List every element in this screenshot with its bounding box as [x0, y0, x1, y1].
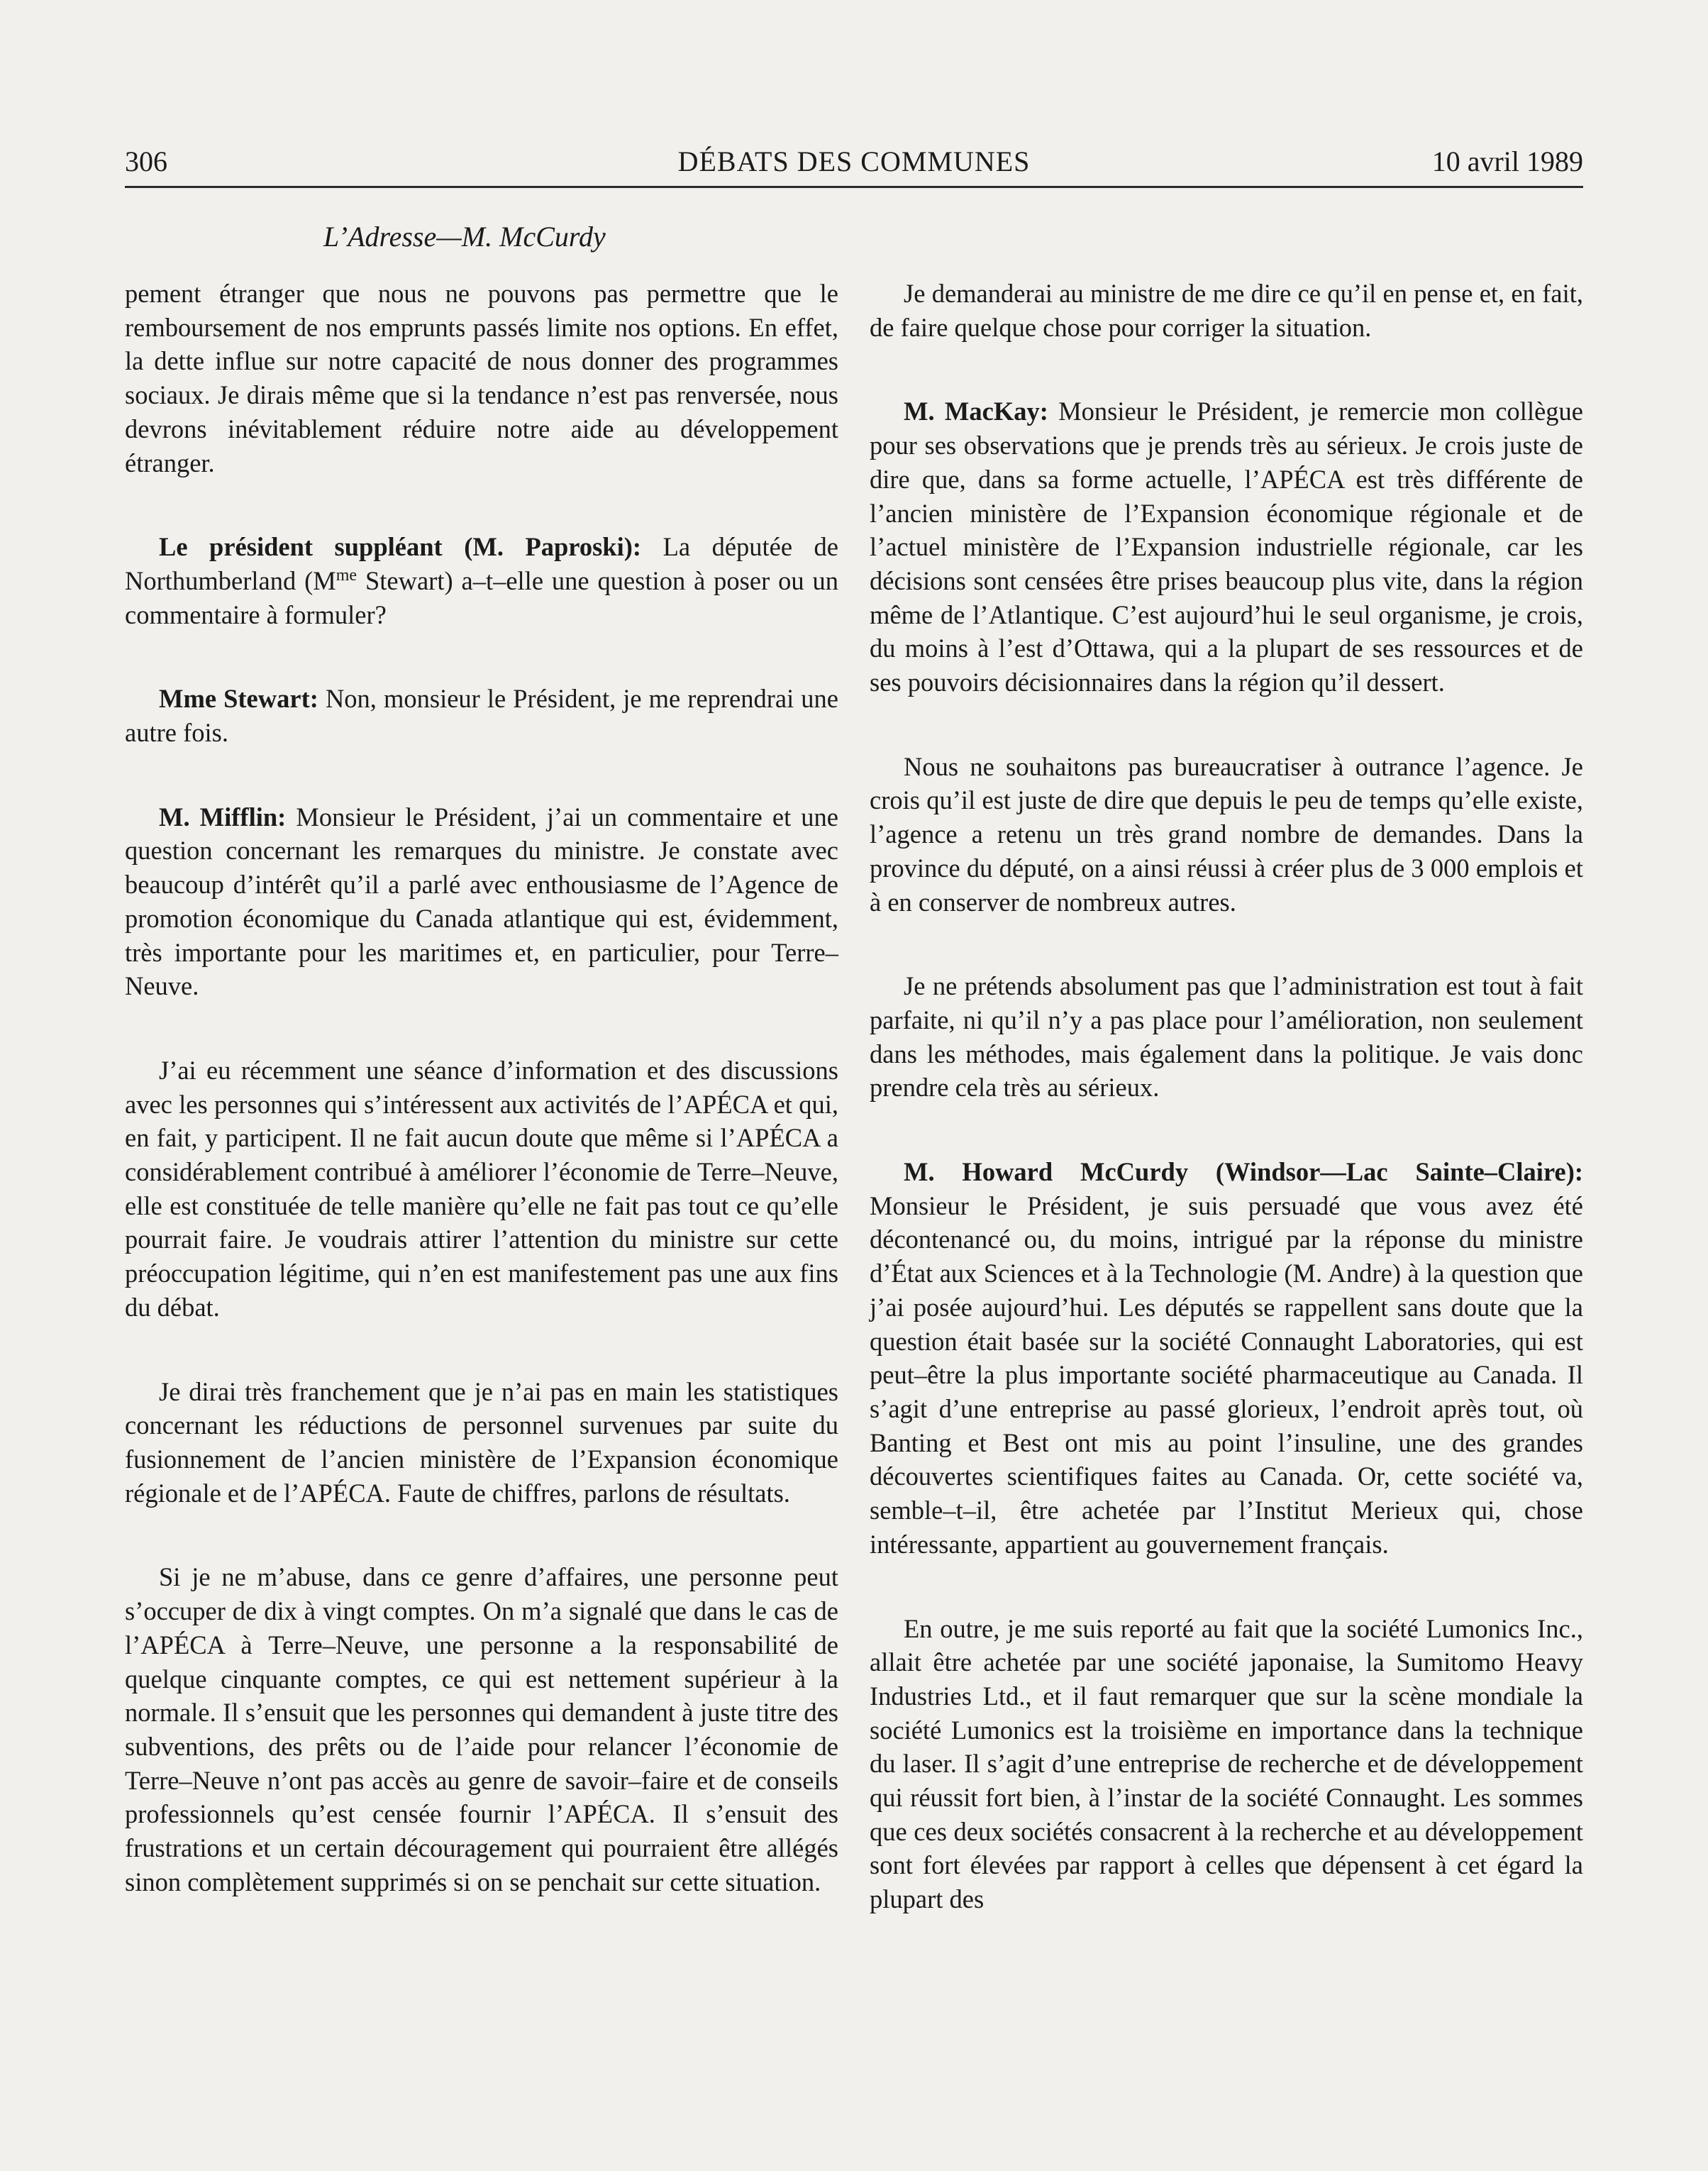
page-number: 306: [125, 145, 167, 177]
right-column: [870, 277, 1583, 1916]
paragraph: [125, 530, 838, 631]
section-subheader: L’Adresse—M. McCurdy: [323, 221, 606, 253]
publication-title: DÉBATS DES COMMUNES: [677, 145, 1031, 177]
paragraph: Je dirai très franchement que je n’ai pas en main les statistiques concernant les réductions de personnel survenues par suite du fusionnement de l’ancien ministère de l’Expansion économique régionale et de l’APÉCA. Faute de chiffres, parlons de résultats.: [125, 1376, 838, 1508]
speaker-name: Mme Stewart:: [159, 684, 318, 714]
speaker-name: M. Mifflin:: [159, 802, 287, 832]
paragraph: [125, 682, 838, 749]
speaker-name: Le président suppléant (M. Paproski):: [159, 532, 642, 562]
speech-text: Monsieur le Président, je remercie mon collègue pour ses observations que je prends très au sérieux. Je crois juste de dire que, dans sa forme actuelle, l’APÉCA est très différente de l’ancien ministère de l’Expansion économique régionale et de l’actuel ministère de l’Expansion industrielle régionale, car les décisions sont censées être prises beaucoup plus vite, dans la région même de l’Atlantique. C’est aujourd’hui le seul organisme, je crois, du moins à l’est d’Ottawa, qui a la plupart de ses ressources et de ses pouvoirs décisionnaires dans la région qu’il dessert.: [870, 397, 1583, 697]
paragraph: [870, 1155, 1583, 1561]
speaker-name: M. Howard McCurdy (Windsor—Lac Sainte–Claire):: [904, 1157, 1583, 1187]
speech-text: Monsieur le Président, je suis persuadé que vous avez été décontenancé ou, du moins, intrigué par la réponse du ministre d’État aux Sciences et à la Technologie (M. Andre) à la question que j’ai posée aujourd’hui. Les députés se rappellent sans doute que la question était basée sur la société Connaught Laboratories, qui est peut–être la plus importante société pharmaceutique au Canada. Il s’agit d’une entreprise au passé glorieux, l’endroit après tout, où Banting et Best ont mis au point l’insuline, une des grandes découvertes scientifiques faites au Canada. Or, cette société va, semble–t–il, être achetée par l’Institut Merieux qui, chose intéressante, appartient au gouvernement français.: [870, 1191, 1583, 1559]
paragraph: J’ai eu récemment une séance d’information et des discussions avec les personnes qui s’intéressent aux activités de l’APÉCA et qui, en fait, y participent. Il ne fait aucun doute que même si l’APÉCA a considérablement contribué à améliorer l’économie de Terre–Neuve, elle est constituée de telle manière qu’elle ne fait pas tout ce qu’elle pourrait faire. Je voudrais attirer l’attention du ministre sur cette préoccupation légitime, qui n’en est manifestement pas une aux fins du débat.: [125, 1055, 838, 1322]
paragraph: Je ne prétends absolument pas que l’administration est tout à fait parfaite, ni qu’il n’y a pas place pour l’amélioration, non seulement dans les méthodes, mais également dans la politique. Je vais donc prendre cela très au sérieux.: [870, 971, 1583, 1103]
paragraph: Je demanderai au ministre de me dire ce qu’il en pense et, en fait, de faire quelque chose pour corriger la situation.: [870, 279, 1583, 342]
paragraph: Nous ne souhaitons pas bureaucratiser à outrance l’agence. Je crois qu’il est juste de dire que depuis le peu de temps qu’elle existe, l’agence a retenu un très grand nombre de demandes. Dans la province du député, on a ainsi réussi à créer plus de 3 000 emplois et à en conserver de nombreux autres.: [870, 751, 1583, 917]
paragraph: Si je ne m’abuse, dans ce genre d’affaires, une personne peut s’occuper de dix à vingt comptes. On m’a signalé que dans le cas de l’APÉCA à Terre–Neuve, une personne a la responsabilité de quelque cinquante comptes, ce qui est nettement supérieur à la normale. Il s’ensuit que les personnes qui demandent à juste titre des subventions, des prêts ou de l’aide pour relancer l’économie de Terre–Neuve n’ont pas accès au genre de savoir–faire et de conseils professionnels qu’est censée fournir l’APÉCA. Il s’ensuit des frustrations et un certain découragement qui pourraient être allégés sinon complètement supprimés si on se penchait sur cette situation.: [125, 1562, 838, 1896]
sitting-date: 10 avril 1989: [1431, 145, 1583, 177]
speech-text: Stewart) a–t–elle une question à poser ou un commentaire à formuler?: [125, 565, 838, 629]
superscript: me: [336, 565, 357, 585]
speaker-name: M. MacKay:: [904, 397, 1048, 426]
paragraph: [125, 800, 838, 1003]
paragraph: [870, 394, 1583, 699]
running-header: [125, 142, 1583, 188]
paragraph: pement étranger que nous ne pouvons pas permettre que le remboursement de nos emprunts passés limite nos options. En effet, la dette influe sur notre capacité de nous donner des programmes sociaux. Je dirais même que si la tendance n’est pas renversée, nous devrons inévitablement réduire notre aide au développement étranger.: [125, 279, 838, 477]
paragraph: En outre, je me suis reporté au fait que la société Lumonics Inc., allait être achetée par une société japonaise, la Sumitomo Heavy Industries Ltd., et il faut remarquer que sur la scène mondiale la société Lumonics est la troisième en importance dans la technique du laser. Il s’agit d’une entreprise de recherche et de développement qui réussit fort bien, à l’instar de la société Connaught. Les sommes que ces deux sociétés consacrent à la recherche et au développement sont fort élevées par rapport à celles que dépensent à cet égard la plupart des: [870, 1613, 1583, 1914]
speech-text: La députée de Northumberland (M: [125, 532, 839, 595]
speech-text: Monsieur le Président, j’ai un commentaire et une question concernant les remarques du ministre. Je constate avec beaucoup d’intérêt qu’il a parlé avec enthousiasme de l’Agence de promotion économique du Canada atlantique qui est, évidemment, très importante pour les maritimes et, en particulier, pour Terre–Neuve.: [125, 802, 839, 1001]
left-column: [125, 277, 838, 1899]
speech-text: Non, monsieur le Président, je me reprendrai une autre fois.: [125, 684, 838, 748]
